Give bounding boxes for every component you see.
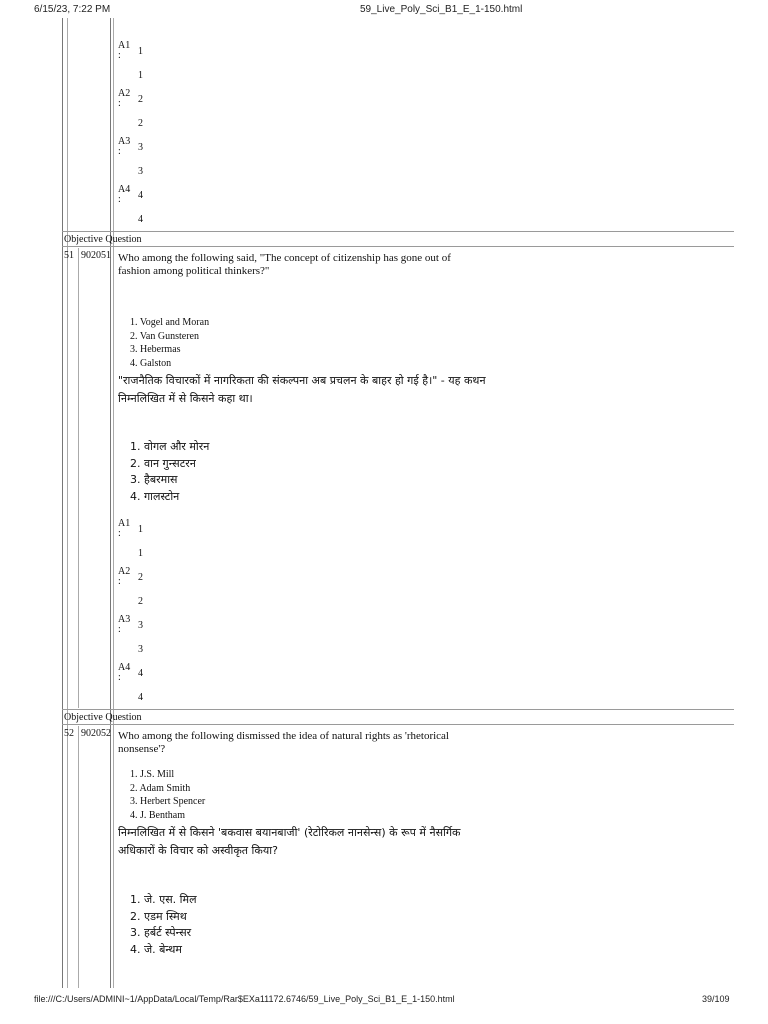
answer-colon: : (118, 576, 121, 587)
answer-value: 1 (138, 524, 143, 535)
option-item-hindi: 2. वान गुन्सटरन (130, 456, 196, 470)
answer-value: 4 (138, 190, 143, 201)
answer-colon: : (118, 624, 121, 635)
option-item-hindi: 3. हर्बर्ट स्पेन्सर (130, 926, 192, 939)
answer-colon: : (118, 98, 121, 109)
answer-label: A4 (118, 662, 131, 673)
answer-colon: : (118, 194, 121, 205)
answer-label: A3 (118, 136, 131, 147)
answer-value-repeat: 4 (138, 692, 143, 703)
question-number: 51 (64, 250, 74, 261)
option-item: 2. Adam Smith (130, 782, 191, 794)
answer-label: A1 (118, 518, 131, 529)
answer-value-repeat: 3 (138, 644, 143, 655)
option-item: 4. Galston (130, 357, 172, 369)
answer-value: 3 (138, 142, 143, 153)
answer-value-repeat: 1 (138, 70, 143, 81)
option-item: 3. Hebermas (130, 344, 181, 355)
question-number: 52 (64, 728, 74, 739)
page-number: 39/109 (702, 994, 730, 1004)
row-divider-q52-header (62, 724, 734, 725)
row-divider-q51-header (62, 246, 734, 247)
option-item-hindi: 1. वोगल और मोरन (130, 440, 210, 453)
question-text-english: Who among the following dismissed the idea of natural rights as 'rhetorical nonsense'? (118, 730, 449, 755)
option-item-hindi: 4. जे. बेन्थम (130, 942, 182, 956)
options-list-hindi (130, 892, 197, 958)
option-item: 1. Vogel and Moran (130, 317, 210, 328)
table-border-left (62, 18, 63, 988)
question-id: 902052 (81, 728, 111, 739)
column-divider-id (110, 18, 111, 988)
options-list-english (130, 316, 209, 370)
row-divider-q51-top (62, 231, 734, 232)
answer-colon: : (118, 672, 121, 683)
document-title: 59_Live_Poly_Sci_B1_E_1-150.html (360, 4, 523, 15)
answer-value: 3 (138, 620, 143, 631)
question-id: 902051 (81, 250, 111, 261)
column-divider-number-2 (78, 726, 79, 988)
option-item: 3. Herbert Spencer (130, 796, 206, 807)
option-item-hindi: 2. एडम स्मिथ (130, 909, 187, 923)
answer-value-repeat: 2 (138, 596, 143, 607)
table-border-left-inner (67, 18, 68, 988)
answer-value-repeat: 3 (138, 166, 143, 177)
option-item: 1. J.S. Mill (130, 769, 175, 780)
option-item: 4. J. Bentham (130, 809, 185, 821)
answer-value: 2 (138, 94, 143, 105)
answer-label: A3 (118, 614, 131, 625)
question-text-hindi: "राजनैतिक विचारकों में नागरिकता की संकल्पना अब प्रचलन के बाहर हो गई है।" - यह कथन निम्नलिखित में से किसने कहा था। (118, 374, 486, 405)
column-divider-id-inner (113, 18, 114, 988)
file-path-link[interactable]: file:///C:/Users/ADMINI~1/AppData/Local/Temp/Rar$EXa11172.6746/59_Live_Poly_Sci_B1_E_1-150.html (34, 994, 455, 1004)
answer-value-repeat: 1 (138, 548, 143, 559)
question-text-hindi: निम्नलिखित में से किसने 'बकवास बयानबाजी' (रेटोरिकल नानसेन्स) के रूप में नैसर्गिक अधिकारों के विचार को अस्वीकृत किया? (118, 826, 461, 857)
options-list-english (130, 768, 205, 822)
answer-label: A2 (118, 566, 131, 577)
column-divider-number (78, 248, 79, 708)
answer-label: A1 (118, 40, 131, 51)
question-type-label: Objective Question (64, 712, 142, 723)
option-item-hindi: 1. जे. एस. मिल (130, 893, 197, 906)
answer-label: A4 (118, 184, 131, 195)
answer-colon: : (118, 146, 121, 157)
answer-value-repeat: 2 (138, 118, 143, 129)
answer-value: 1 (138, 46, 143, 57)
option-item: 2. Van Gunsteren (130, 330, 199, 342)
answer-colon: : (118, 528, 121, 539)
question-text-english: Who among the following said, "The concept of citizenship has gone out of fashion among political thinkers?" (118, 252, 451, 277)
answer-label: A2 (118, 88, 131, 99)
row-divider-q52-top (62, 709, 734, 710)
answer-value: 4 (138, 668, 143, 679)
options-list-hindi (130, 439, 209, 505)
answer-value: 2 (138, 572, 143, 583)
print-datetime: 6/15/23, 7:22 PM (34, 4, 111, 15)
answer-value-repeat: 4 (138, 214, 143, 225)
option-item-hindi: 3. हैबरमास (130, 473, 178, 486)
question-type-label: Objective Question (64, 234, 142, 245)
answer-colon: : (118, 50, 121, 61)
option-item-hindi: 4. गालस्टोन (130, 489, 180, 503)
